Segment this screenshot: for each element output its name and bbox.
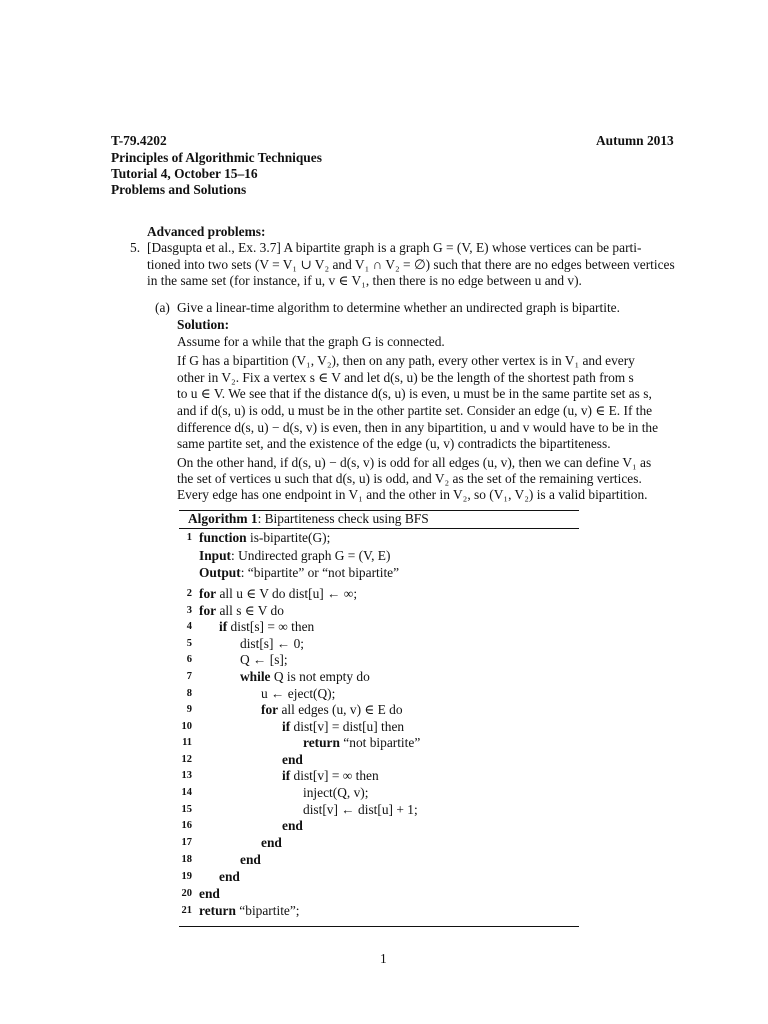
subtitle: Problems and Solutions [111, 182, 247, 197]
algorithm-line: inject(Q, v); [303, 785, 369, 800]
section-heading: Advanced problems: [147, 224, 266, 239]
algorithm-line: return “bipartite”; [199, 903, 300, 918]
solution-line: to u ∈ V. We see that if the distance d(s, u) is even, u must be in the same partite set as s, [177, 386, 652, 401]
algorithm-caption-rule [179, 528, 579, 529]
algorithm-line: dist[v] ← dist[u] + 1; [303, 802, 418, 817]
algorithm-line-number: 21 [181, 905, 192, 916]
algorithm-line-number: 8 [186, 688, 192, 699]
algorithm-line-number: 9 [186, 704, 192, 715]
solution-line: Every edge has one endpoint in V₁ and the other in V₂, so (V₁, V₂) is a valid bipartition. [177, 487, 648, 502]
algorithm-line: Q ← [s]; [240, 652, 288, 667]
solution-label: Solution: [177, 317, 230, 332]
solution-line: and if d(s, u) is odd, u must be in the other partite set. Consider an edge (u, v) ∈ E. If the [177, 403, 653, 418]
algorithm-line: if dist[v] = dist[u] then [282, 719, 405, 734]
problem-number: 5. [130, 240, 141, 255]
algorithm-line-number: 12 [181, 754, 192, 765]
algorithm-line: end [282, 818, 303, 833]
algorithm-line: end [261, 835, 282, 850]
algorithm-line-number: 13 [181, 770, 192, 781]
algorithm-line-number: 10 [181, 721, 192, 732]
algorithm-line-number: 3 [186, 605, 192, 616]
algorithm-line-number: 2 [186, 588, 192, 599]
course-code: T-79.4202 [111, 133, 167, 148]
algorithm-line: for all u ∈ V do dist[u] ← ∞; [199, 586, 358, 601]
term: Autumn 2013 [596, 133, 674, 148]
part-text: Give a linear-time algorithm to determine whether an undirected graph is bipartite. [177, 300, 620, 315]
algorithm-line-number: 16 [181, 820, 192, 831]
problem-intro-line: tioned into two sets (V = V₁ ∪ V₂ and V₁ ∩ V₂ = ∅) such that there are no edges between vertices [147, 257, 675, 272]
algorithm-line: function is-bipartite(G); [199, 530, 331, 545]
solution-line: the set of vertices u such that d(s, u) is odd, and V₂ as the set of the remaining vertices. [177, 471, 642, 486]
algorithm-caption-text: : Bipartiteness check using BFS [257, 511, 429, 526]
algorithm-bottom-rule [179, 926, 579, 927]
solution-line: If G has a bipartition (V₁, V₂), then on any path, every other vertex is in V₁ and every [177, 353, 635, 368]
algorithm-line: Input: Undirected graph G = (V, E) [199, 548, 391, 563]
part-label: (a) [155, 300, 170, 315]
solution-line: difference d(s, u) − d(s, v) is even, then in any bipartition, u and v would have to be in the [177, 420, 659, 435]
solution-line: On the other hand, if d(s, u) − d(s, v) is odd for all edges (u, v), then we can define V₁ as [177, 455, 652, 470]
problem-intro-line: in the same set (for instance, if u, v ∈ V₁, then there is no edge between u and v). [147, 273, 582, 288]
algorithm-line: end [219, 869, 240, 884]
algorithm-line: Output: “bipartite” or “not bipartite” [199, 565, 400, 580]
algorithm-line-number: 15 [181, 804, 192, 815]
page-number: 1 [380, 951, 387, 966]
algorithm-line-number: 14 [181, 787, 192, 798]
solution-line: other in V₂. Fix a vertex s ∈ V and let d(s, u) be the length of the shortest path from s [177, 370, 634, 385]
algorithm-line-number: 17 [181, 837, 192, 848]
algorithm-line: for all edges (u, v) ∈ E do [261, 702, 403, 717]
algorithm-line: return “not bipartite” [303, 735, 421, 750]
algorithm-line-number: 5 [186, 638, 192, 649]
algorithm-caption [188, 511, 429, 527]
solution-line: same partite set, and the existence of the edge (u, v) contradicts the bipartiteness. [177, 436, 611, 451]
algorithm-line-number: 7 [186, 671, 192, 682]
tutorial-line: Tutorial 4, October 15–16 [111, 166, 258, 181]
algorithm-line: dist[s] ← 0; [240, 636, 304, 651]
algorithm-line-number: 20 [181, 888, 192, 899]
problem-intro-line: [Dasgupta et al., Ex. 3.7] A bipartite graph is a graph G = (V, E) whose vertices can be parti- [147, 240, 642, 255]
algorithm-line: end [282, 752, 303, 767]
algorithm-line: end [240, 852, 261, 867]
algorithm-line: if dist[s] = ∞ then [219, 619, 315, 634]
algorithm-line-number: 18 [181, 854, 192, 865]
algorithm-line-number: 11 [182, 737, 192, 748]
algorithm-line: while Q is not empty do [240, 669, 370, 684]
solution-line: Assume for a while that the graph G is connected. [177, 334, 445, 349]
algorithm-line: for all s ∈ V do [199, 603, 284, 618]
algorithm-line-number: 19 [181, 871, 192, 882]
course-title: Principles of Algorithmic Techniques [111, 150, 322, 165]
algorithm-caption-label: Algorithm 1 [188, 511, 258, 526]
algorithm-line-number: 1 [186, 532, 192, 543]
algorithm-line: end [199, 886, 220, 901]
algorithm-line: u ← eject(Q); [261, 686, 336, 701]
algorithm-line-number: 4 [186, 621, 192, 632]
algorithm-line-number: 6 [186, 654, 192, 665]
algorithm-line: if dist[v] = ∞ then [282, 768, 379, 783]
